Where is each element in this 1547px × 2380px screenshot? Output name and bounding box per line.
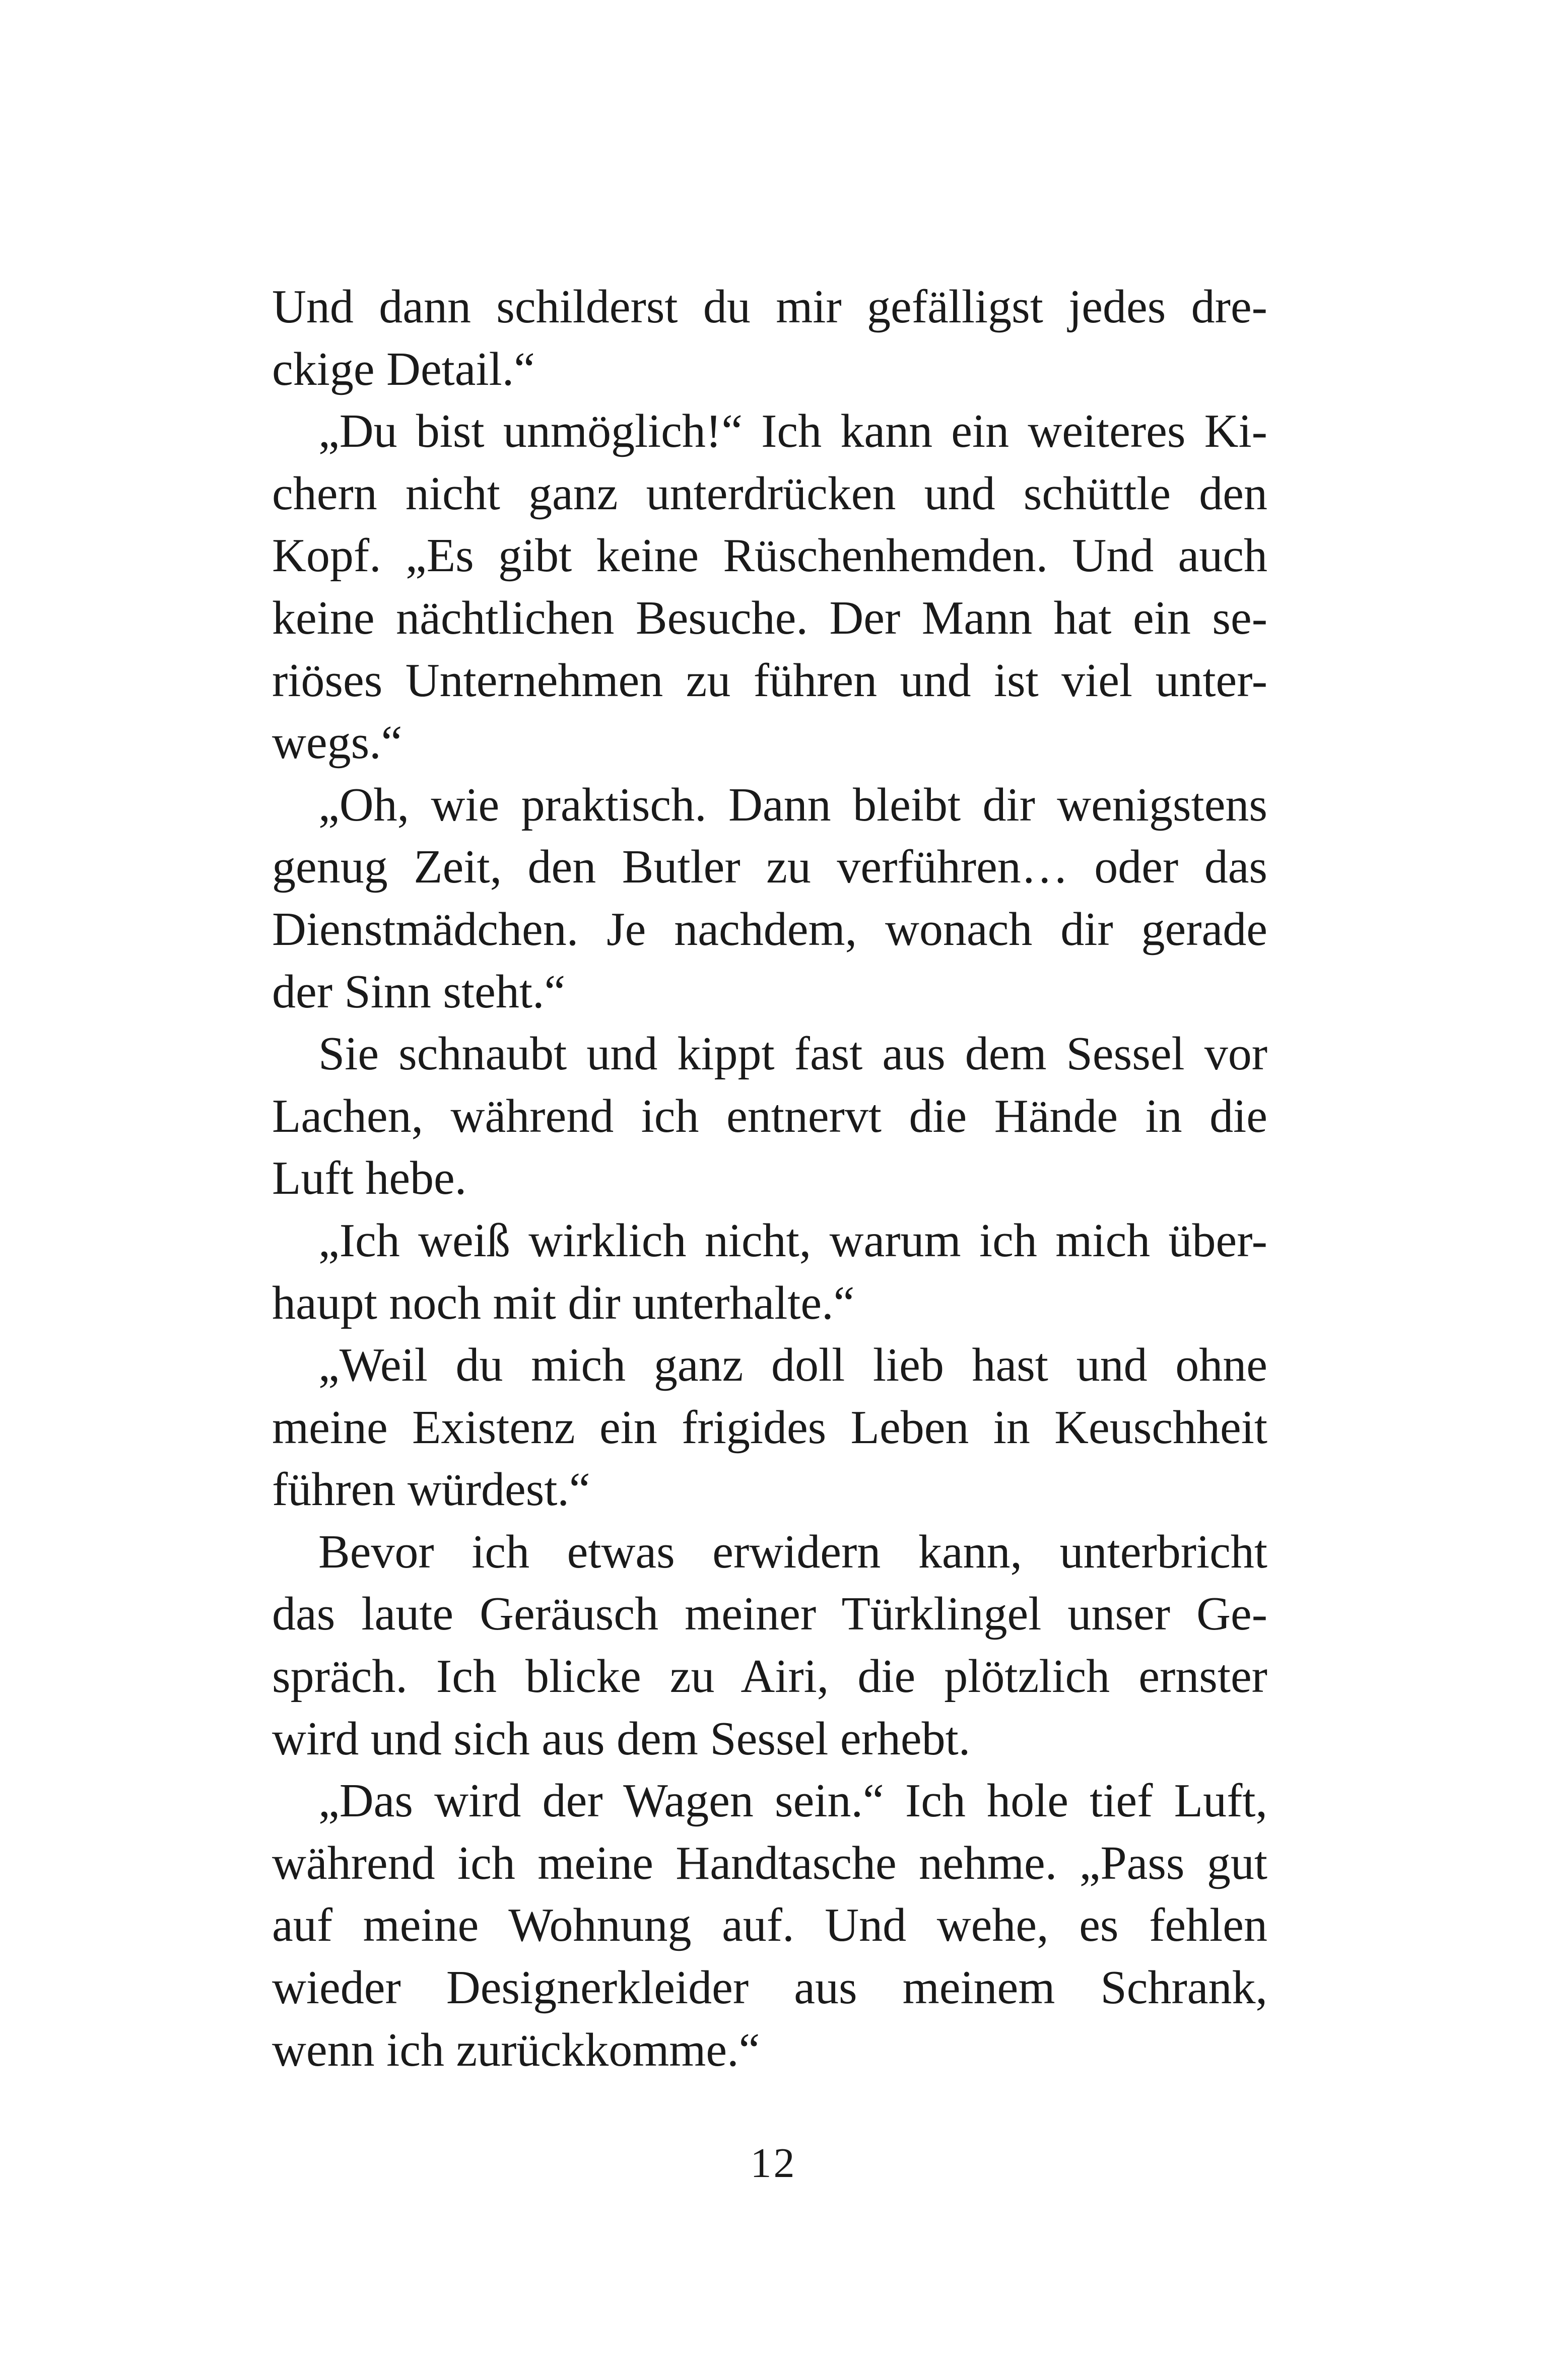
paragraph bbox=[272, 400, 1267, 774]
text-line: „Oh, wie praktisch. Dann bleibt dir wenigstens bbox=[318, 778, 1267, 831]
text-line: auf meine Wohnung auf. Und wehe, es fehlen bbox=[272, 1899, 1267, 1952]
text-line: wieder Designerkleider aus meinem Schrank, bbox=[272, 1961, 1267, 2014]
text-line: „Weil du mich ganz doll lieb hast und ohne bbox=[318, 1339, 1267, 1392]
paragraph bbox=[272, 1023, 1267, 1210]
paragraph bbox=[272, 774, 1267, 1023]
text-line: Sie schnaubt und kippt fast aus dem Sessel vor bbox=[318, 1028, 1267, 1080]
page-number: 12 bbox=[750, 2140, 797, 2187]
text-line: wird und sich aus dem Sessel erhebt. bbox=[272, 1712, 971, 1765]
text-line: Luft hebe. bbox=[272, 1152, 467, 1205]
text-line: meine Existenz ein frigides Leben in Keuschheit bbox=[272, 1401, 1267, 1454]
paragraph bbox=[272, 1210, 1267, 1334]
text-line: „Ich weiß wirklich nicht, warum ich mich über- bbox=[318, 1214, 1267, 1267]
paragraph bbox=[272, 1770, 1267, 2081]
text-line: genug Zeit, den Butler zu verführen… oder das bbox=[272, 841, 1267, 894]
text-line: Kopf. „Es gibt keine Rüschenhemden. Und auch bbox=[272, 529, 1267, 582]
body-text bbox=[272, 276, 1267, 2081]
text-line: wegs.“ bbox=[272, 716, 402, 769]
paragraph bbox=[272, 1521, 1267, 1770]
text-line: führen würdest.“ bbox=[272, 1463, 590, 1516]
text-line: Dienstmädchen. Je nachdem, wonach dir gerade bbox=[272, 903, 1267, 956]
paragraph bbox=[272, 1334, 1267, 1521]
text-line: haupt noch mit dir unterhalte.“ bbox=[272, 1276, 855, 1329]
text-line: riöses Unternehmen zu führen und ist viel unter- bbox=[272, 654, 1267, 707]
paragraph bbox=[272, 276, 1267, 400]
text-line: wenn ich zurückkomme.“ bbox=[272, 2023, 760, 2076]
text-line: ckige Detail.“ bbox=[272, 343, 535, 395]
text-line: das laute Geräusch meiner Türklingel unser Ge- bbox=[272, 1588, 1267, 1641]
text-line: Bevor ich etwas erwidern kann, unterbricht bbox=[318, 1525, 1267, 1578]
text-line: spräch. Ich blicke zu Airi, die plötzlich ernster bbox=[272, 1650, 1267, 1703]
text-line: während ich meine Handtasche nehme. „Pass gut bbox=[272, 1837, 1267, 1889]
text-line: Lachen, während ich entnervt die Hände in die bbox=[272, 1090, 1267, 1142]
text-line: der Sinn steht.“ bbox=[272, 965, 566, 1018]
text-line: keine nächtlichen Besuche. Der Mann hat ein se- bbox=[272, 591, 1267, 644]
text-line: „Du bist unmöglich!“ Ich kann ein weiteres Ki- bbox=[318, 405, 1267, 458]
text-line: Und dann schilderst du mir gefälligst jedes dre- bbox=[272, 281, 1267, 333]
text-line: chern nicht ganz unterdrücken und schüttle den bbox=[272, 467, 1267, 520]
text-line: „Das wird der Wagen sein.“ Ich hole tief Luft, bbox=[318, 1775, 1267, 1827]
